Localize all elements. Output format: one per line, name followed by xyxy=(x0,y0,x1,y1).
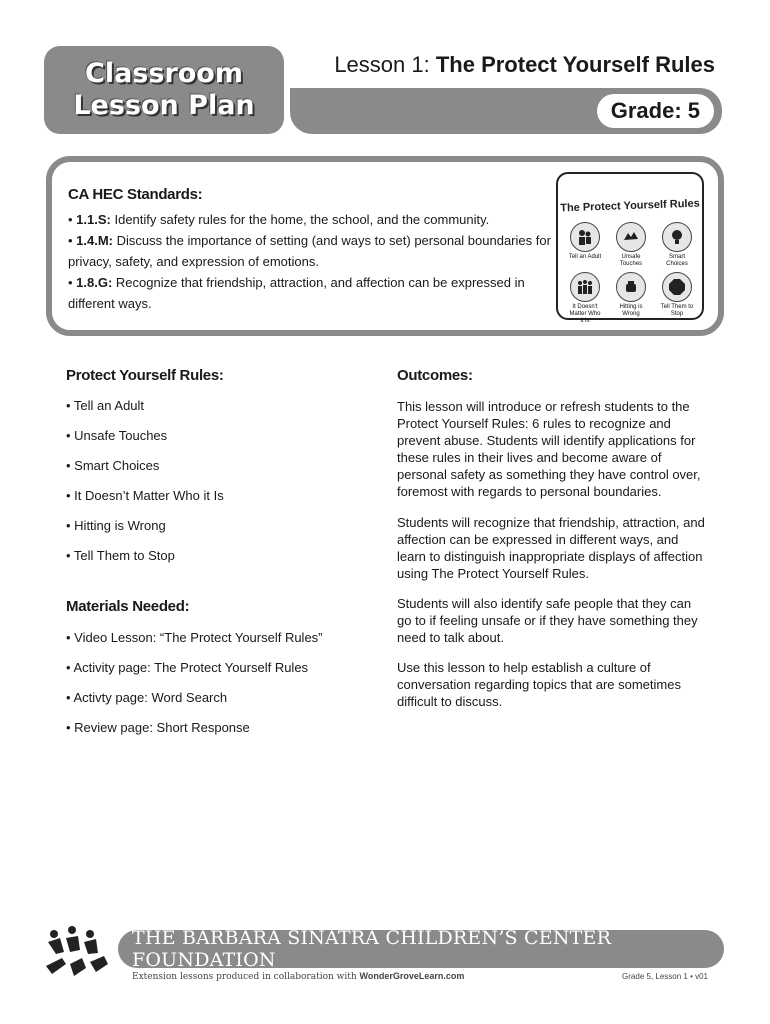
grade-bar xyxy=(290,88,722,134)
rules-card-title: The Protect Yourself Rules xyxy=(560,197,700,215)
material-list-item: • Activity page: The Protect Yourself Rules xyxy=(66,660,309,675)
standards-box xyxy=(46,156,724,336)
rules-heading: Protect Yourself Rules: xyxy=(66,367,224,384)
rule-list-item: • Unsafe Touches xyxy=(66,428,168,443)
materials-heading: Materials Needed: xyxy=(66,598,190,615)
lesson-title: The Protect Yourself Rules xyxy=(435,52,715,77)
standard-item: • 1.8.G: Recognize that friendship, attraction, and affection can be expressed in different ways. xyxy=(68,275,525,311)
people-icon xyxy=(570,222,600,252)
standards-text xyxy=(68,184,556,314)
collaboration-note: Extension lessons produced in collaboration with WonderGroveLearn.com xyxy=(132,971,465,982)
website-link[interactable]: WonderGroveLearn.com xyxy=(359,971,465,981)
foundation-logo xyxy=(42,924,112,982)
rule-list-item: • It Doesn’t Matter Who it Is xyxy=(66,488,224,503)
outcome-paragraph: This lesson will introduce or refresh students to the Protect Yourself Rules: 6 rules to recognize and prevent abuse. Students will identify applications for these rules in their lives and become aware of personal safety as something they have control over, foremost with regards to personal boundaries. xyxy=(397,399,701,499)
rule-list-item: • Hitting is Wrong xyxy=(66,518,166,533)
outcome-paragraph: Use this lesson to help establish a culture of conversation regarding topics that are sometimes difficult to discuss. xyxy=(397,660,681,709)
lesson-heading xyxy=(334,52,715,78)
rule-doesnt-matter-who: It Doesn't Matter Who it is xyxy=(568,272,602,325)
lesson-plan-title-box xyxy=(44,46,284,134)
rule-tell-adult: Tell an Adult xyxy=(568,222,602,261)
rule-tell-them-stop: Tell Them to Stop xyxy=(660,272,694,318)
grade-badge: Grade: 5 xyxy=(597,94,714,128)
outcome-paragraph: Students will also identify safe people that they can go to if feeling unsafe or if they have something they need to talk about. xyxy=(397,596,698,645)
outcomes-heading: Outcomes: xyxy=(397,367,473,384)
title-line-2: Lesson Plan xyxy=(73,90,255,121)
title-line-1: Classroom xyxy=(85,57,243,89)
material-list-item: • Activty page: Word Search xyxy=(66,690,228,705)
standard-item: • 1.4.M: Discuss the importance of setting (and ways to set) personal boundaries for privacy, safety, and expression of emotions. xyxy=(68,233,551,269)
stop-sign-icon xyxy=(662,272,692,302)
hands-icon xyxy=(616,222,646,252)
standard-item: • 1.1.S: Identify safety rules for the home, the school, and the community. xyxy=(68,212,490,227)
material-list-item: • Video Lesson: “The Protect Yourself Rules” xyxy=(66,630,323,645)
lesson-prefix: Lesson 1: xyxy=(334,52,430,77)
rule-smart-choices: Smart Choices xyxy=(660,222,694,268)
lightbulb-icon xyxy=(662,222,692,252)
foundation-banner xyxy=(118,927,724,971)
foundation-name: THE BARBARA SINATRA CHILDREN’S CENTER FOUNDATION xyxy=(132,927,612,971)
fist-icon xyxy=(616,272,646,302)
rule-list-item: • Tell Them to Stop xyxy=(66,548,175,563)
outcome-paragraph: Students will recognize that friendship, attraction, and affection can be expressed in different ways, and learn to distinguish inappropriate displays of affection using The Protect Yourself Rules. xyxy=(397,515,705,581)
rule-unsafe-touches: Unsafe Touches xyxy=(614,222,648,268)
group-icon xyxy=(570,272,600,302)
rule-hitting-wrong: Hitting is Wrong xyxy=(614,272,648,318)
version-label: Grade 5, Lesson 1 • v01 xyxy=(622,972,708,981)
standards-heading: CA HEC Standards: xyxy=(68,186,203,203)
material-list-item: • Review page: Short Response xyxy=(66,720,250,735)
rule-list-item: • Smart Choices xyxy=(66,458,160,473)
protect-yourself-rules-card xyxy=(556,172,704,324)
rule-list-item: • Tell an Adult xyxy=(66,398,145,413)
